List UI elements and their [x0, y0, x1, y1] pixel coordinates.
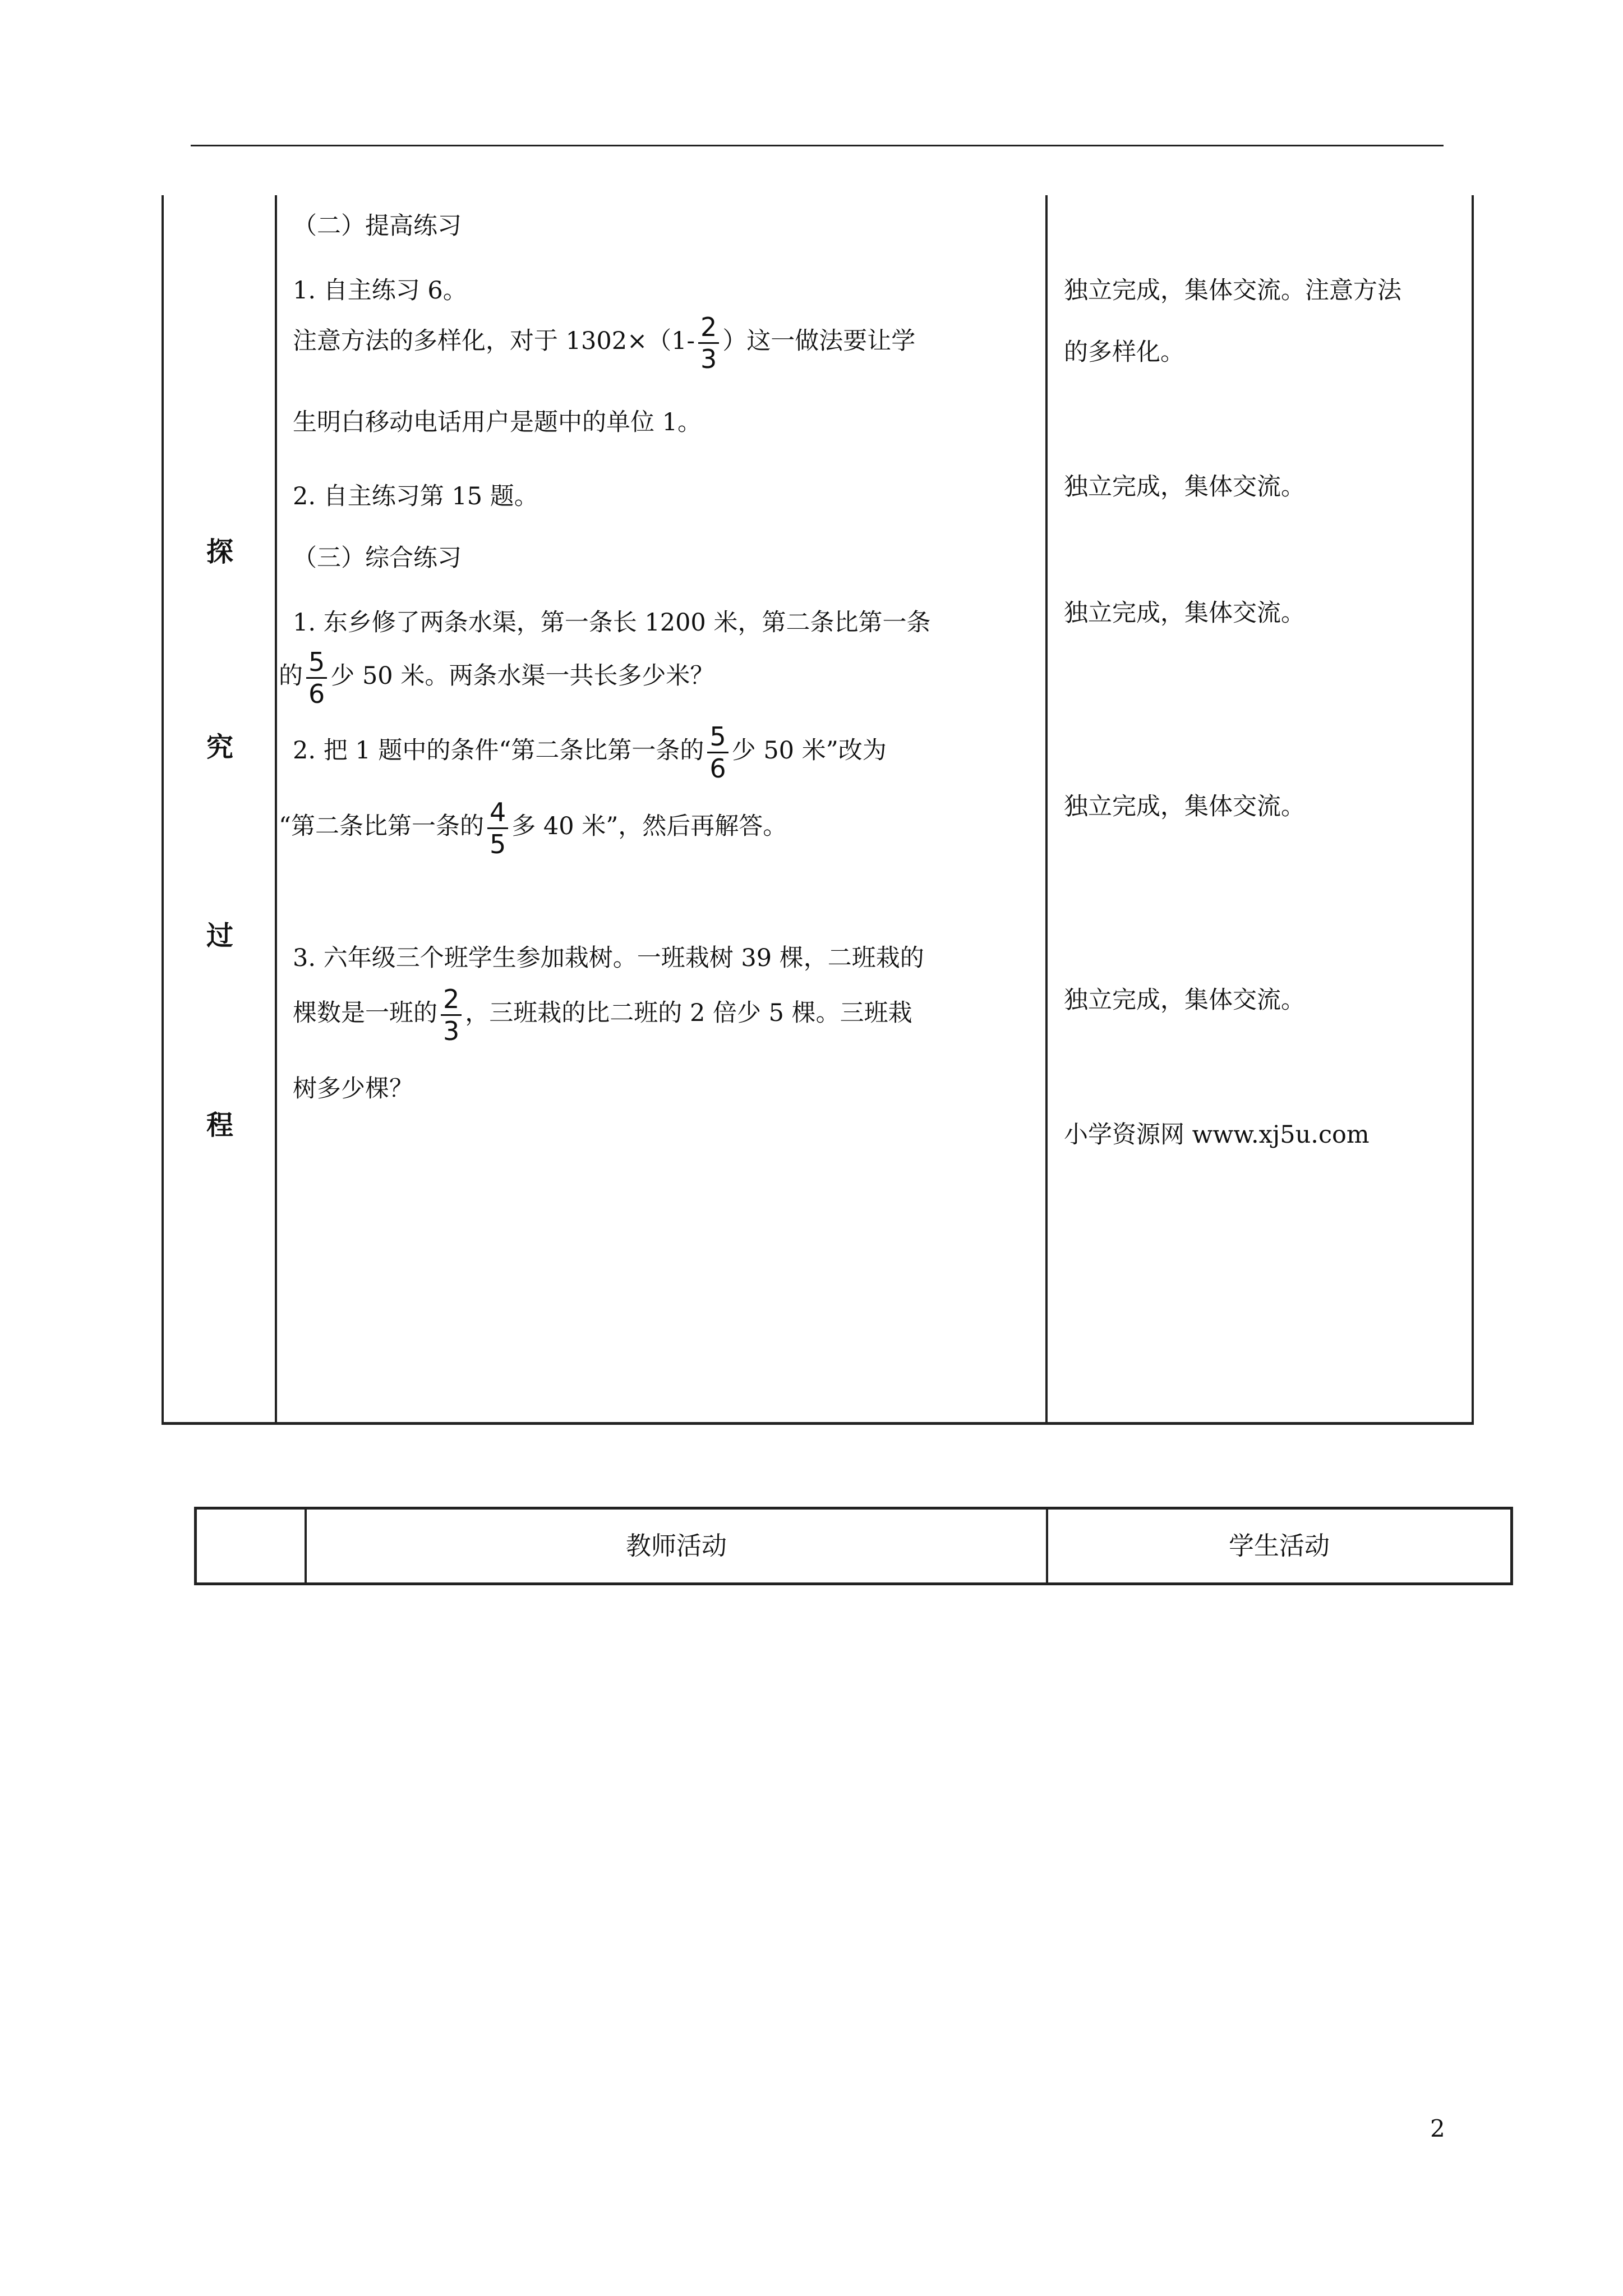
student-response: 独立完成，集体交流。注意方法	[1064, 277, 1401, 305]
student-response: 独立完成，集体交流。	[1064, 473, 1305, 501]
question-text	[279, 642, 714, 710]
section-title: （三）综合练习	[293, 544, 462, 572]
header-rule	[191, 145, 1444, 146]
question-text: 1. 东乡修了两条水渠，第一条长 1200 米，第二条比第一条	[293, 609, 931, 637]
student-response: 独立完成，集体交流。	[1064, 986, 1305, 1014]
question-fragment: “第二条比第一条的	[279, 812, 484, 840]
side-label-char: 探	[206, 536, 233, 568]
student-response: 的多样化。	[1064, 338, 1184, 366]
question-fragment: ，三班栽的比二班的 2 倍少 5 棵。三班栽	[465, 999, 912, 1027]
student-response: 独立完成，集体交流。	[1064, 599, 1305, 627]
fraction	[441, 984, 462, 1046]
question-text	[279, 793, 787, 860]
lesson-table	[162, 195, 1474, 1425]
fraction-numerator: 5	[707, 721, 728, 753]
question-fragment: 多 40 米”，然后再解答。	[511, 812, 787, 840]
fraction-numerator: 2	[698, 312, 719, 344]
fraction	[698, 312, 719, 374]
question-fragment: 2. 把 1 题中的条件“第二条比第一条的	[293, 737, 704, 765]
question-fragment: 少 50 米。两条水渠一共长多少米？	[330, 662, 714, 690]
question-text: 树多少棵？	[293, 1075, 413, 1103]
fraction	[707, 721, 728, 784]
fraction-numerator: 2	[441, 984, 462, 1016]
fraction-denominator: 5	[489, 829, 506, 859]
side-label-char: 过	[206, 920, 233, 951]
teacher-activity-header: 教师活动	[625, 1531, 727, 1561]
fraction-numerator: 5	[306, 647, 327, 679]
method-note-line: 生明白移动电话用户是题中的单位 1。	[293, 408, 702, 436]
fraction	[487, 797, 508, 859]
source-footer: 小学资源网 www.xj5u.com	[1064, 1121, 1370, 1149]
fraction-denominator: 6	[308, 678, 325, 709]
fraction-denominator: 3	[443, 1015, 460, 1046]
question-fragment: 棵数是一班的	[293, 999, 437, 1027]
column-divider-left	[275, 195, 277, 1422]
student-response: 独立完成，集体交流。	[1064, 793, 1305, 821]
method-note-text: 注意方法的多样化，对于 1302×（1-	[293, 327, 695, 355]
page-number: 2	[1430, 2115, 1445, 2142]
fraction-denominator: 3	[700, 343, 717, 374]
fraction-denominator: 6	[709, 753, 726, 784]
side-label-char: 程	[206, 1110, 233, 1141]
question-fragment: 少 50 米”改为	[731, 737, 887, 765]
fraction	[306, 647, 327, 709]
question-text	[293, 979, 912, 1047]
exercise-item: 2. 自主练习第 15 题。	[293, 482, 538, 510]
section-title: （二）提高练习	[293, 212, 462, 240]
question-text: 3. 六年级三个班学生参加栽树。一班栽树 39 棵，二班栽的	[293, 944, 924, 972]
method-note-text: ）这一做法要让学	[722, 327, 916, 355]
fraction-numerator: 4	[487, 797, 508, 829]
activity-header-table	[194, 1507, 1513, 1585]
side-label-char: 究	[206, 731, 233, 763]
method-note	[293, 307, 915, 375]
question-fragment: 的	[279, 662, 303, 690]
column-divider-right	[1045, 195, 1048, 1422]
question-text	[293, 717, 887, 784]
exercise-item: 1. 自主练习 6。	[293, 277, 467, 305]
student-activity-header: 学生活动	[1228, 1531, 1330, 1561]
